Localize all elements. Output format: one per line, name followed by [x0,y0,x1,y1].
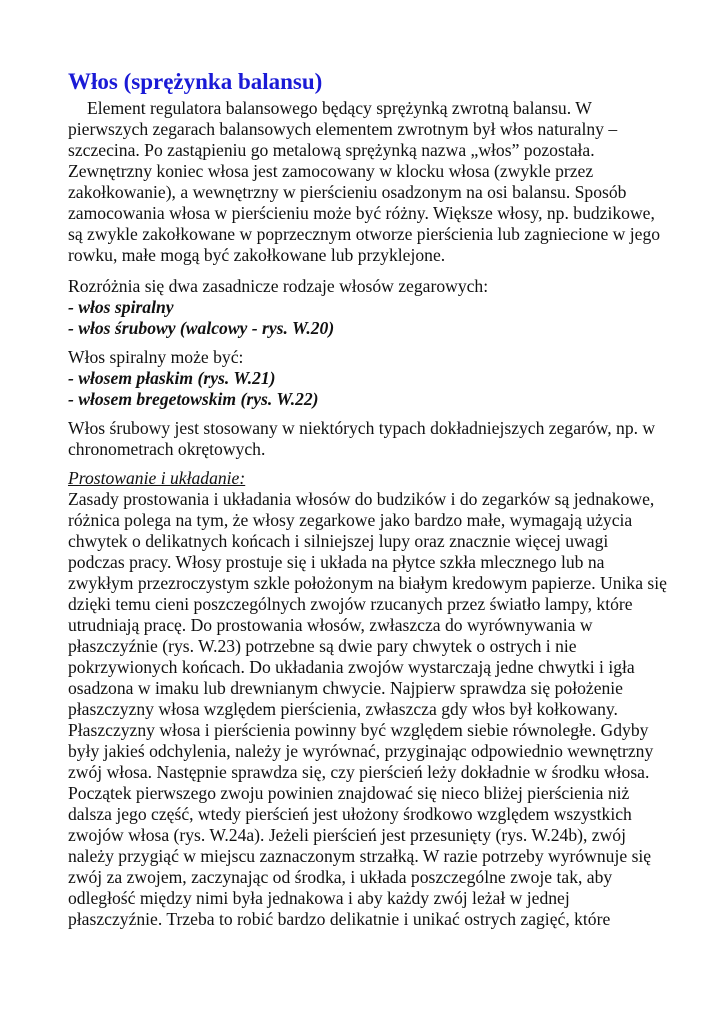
section-heading: Prostowanie i układanie: [68,468,246,488]
types-item-screw: - włos śrubowy (walcowy - rys. W.20) [68,318,335,338]
screw-note-paragraph: Włos śrubowy jest stosowany w niektórych typach dokładniejszych zegarów, np. w chronometrach okrętowych. [68,418,656,459]
page-title: Włos (sprężynka balansu) [68,69,323,94]
spiral-lead: Włos spiralny może być: [68,347,244,367]
types-lead: Rozróżnia się dwa zasadnicze rodzaje włosów zegarowych: [68,276,489,296]
section-body: Zasady prostowania i układania włosów do budzików i do zegarków są jednakowe, różnica polega na tym, że włosy zegarkowe jako bardzo małe, wymagają użycia chwytek o delikatnych końcach i silniejszej lupy oraz znacznie więcej uwagi podczas pracy. Włosy prostuje się i układa na płytce szkła mlecznego lub na zwykłym przezroczystym szkle położonym na białym kredowym papierze. Unika się dzięki temu cieni poszczególnych zwojów rzucanych przez światło lampy, które utrudniają pracę. Do prostowania włosów, zwłaszcza do wyrównywania w płaszczyźnie (rys. W.23) potrzebne są dwie pary chwytek o ostrych i nie pokrzywionych końcach. Do układania zwojów wystarczają jedne chwytki i igła osadzona w imaku lub drewnianym chwycie. Najpierw sprawdza się położenie płaszczyzny włosa względem pierścienia, zwłaszcza gdy włos był kołkowany. Płaszczyzny włosa i pierścienia powinny być względem siebie równoległe. Gdyby były jakieś odchylenia, należy je wyrównać, przyginając odpowiednio wewnętrzny zwój włosa. Następnie sprawdza się, czy pierścień leży dokładnie w środku włosa. Początek pierwszego zwoju powinien znajdować się nieco bliżej pierścienia niż dalsza jego część, wtedy pierścień jest ułożony środkowo względem wszystkich zwojów włosa (rys. W.24a). Jeżeli pierścień jest przesunięty (rys. W.24b), zwój należy przygiąć w miejscu zaznaczonym strzałką. W razie potrzeby wyrównuje się zwój za zwojem, zaczynając od środka, i układa poszczególne zwoje tak, aby odległość między nimi była jednakowa i aby każdy zwój leżał w jednej płaszczyźnie. Trzeba to robić bardzo delikatnie i unikać ostrych zagięć, które [68,489,667,929]
intro-paragraph: Element regulatora balansowego będący sprężynką zwrotną balansu. W pierwszych zegarach balansowych elementem zwrotnym był włos naturalny – szczecina. Po zastąpieniu go metalową sprężynką nazwa „włos” pozostała. Zewnętrzny koniec włosa jest zamocowany w klocku włosa (zwykle przez zakołkowanie), a wewnętrzny w pierścieniu osadzonym na osi balansu. Sposób zamocowania włosa w pierścieniu może być różny. Większe włosy, np. budzikowe, są zwykle zakołkowane w poprzecznym otworze pierścienia lub zagniecione w jego rowku, małe mogą być zakołkowane lub przyklejone. [68,98,661,265]
spiral-item-flat: - włosem płaskim (rys. W.21) [68,368,276,388]
types-item-spiral: - włos spiralny [68,297,174,317]
spiral-item-breguet: - włosem bregetowskim (rys. W.22) [68,389,319,409]
